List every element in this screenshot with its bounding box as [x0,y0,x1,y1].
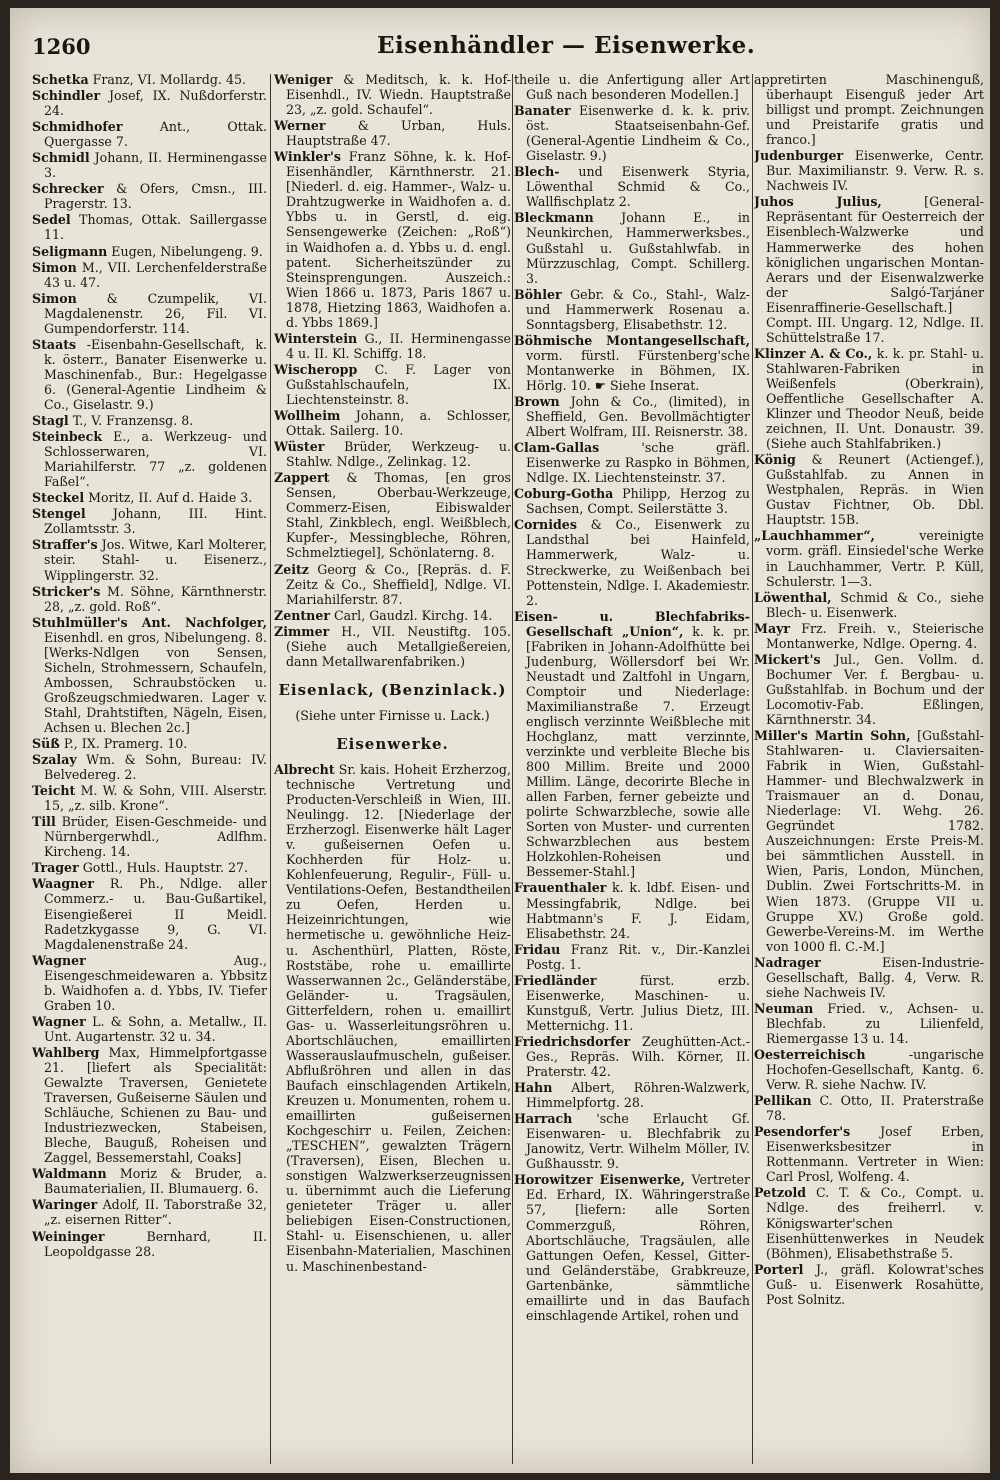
directory-entry [274,624,511,669]
column-4 [754,72,984,1467]
entry-text: T., V. Franzensg. 8. [72,413,194,429]
directory-entry [754,72,984,147]
entry-text: Wm. & Sohn, Bureau: IV. Belvedereg. 2. [44,752,267,783]
directory-entry [754,346,984,451]
directory-entry [754,194,984,344]
entry-name: Staats [32,336,77,352]
column-divider [752,74,753,1464]
entry-name: Szalay [32,752,77,768]
directory-entry [514,609,750,880]
directory-entry [32,291,267,336]
entry-name: Wüster [274,439,325,455]
section-title-eisenlack: Eisenlack, (Benzinlack.) [278,680,507,699]
directory-entry [514,164,750,209]
entry-text: Max, Himmelpfortgasse 21. [liefert als Specialität: Gewalzte Traversen, Genietete Traversen, Gußeiserne Säulen und Schläuche, Schienen zu Bau- und Industriezwecken, Stabeisen, Bleche, Bauguß, Roheisen und Zaggel, Bessemerstahl, Coaks] [44,1044,267,1166]
entry-name: Trager [32,860,79,876]
entry-name: Neuman [754,1000,814,1016]
directory-entry [514,72,750,102]
directory-entry [754,590,984,620]
column-2-entries [274,72,511,669]
entry-text: Johann E., in Neunkirchen, Hammerwerksbes., Gußstahl u. Gußstahlwfab. in Mürzzuschlag, Compt. Schillerg. 3. [526,210,750,286]
entry-text: Philipp, Herzog zu Sachsen, Compt. Seilerstätte 3. [526,486,750,517]
entry-name: Steckel [32,490,85,506]
directory-entry [754,728,984,954]
directory-entry [32,244,267,259]
entry-text: & Czumpelik, VI. Magdalenenstr. 26, Fil. VI. Gumpendorferstr. 114. [44,290,267,336]
entry-text: & Reunert (Actiengef.), Gußstahlfab. zu Annen in Westphalen, Repräs. in Wien Gustav Fichtner, Ob. Dbl. Hauptstr. 15B. [766,452,984,528]
entry-text: H., VII. Neustiftg. 105. (Siehe auch Metallgießereien, dann Metallwarenfabriken.) [286,623,511,669]
entry-name: Straffer's [32,537,98,553]
directory-entry [514,333,750,393]
entry-name: Till [32,814,56,830]
entry-text: Carl, Gaudzl. Kirchg. 14. [334,607,493,623]
entry-name: Banater [514,103,571,119]
directory-entry [274,608,511,623]
entry-name: Wischeropp [274,361,358,377]
directory-entry [32,181,267,211]
entry-text: vereinigte vorm. gräfl. Einsiedel'sche Werke in Lauchhammer, Vertr. P. Küll, Schulerstr. 1—3. [766,528,984,589]
directory-entry [754,621,984,651]
entry-text: Schmid & Co., siehe Blech- u. Eisenwerk. [766,589,984,620]
entry-name: Waringer [32,1197,98,1213]
entry-text: Thomas, Ottak. Saillergasse 11. [44,212,267,243]
entry-name: Cornides [514,517,577,533]
entry-text: C. F. Lager von Gußstahlschaufeln, IX. Liechtensteinstr. 8. [286,361,511,407]
entry-text: E., a. Werkzeug- und Schlosserwaren, VI. Mariahilferstr. 77 „z. goldenen Faßel“. [44,429,267,490]
directory-entry [32,212,267,242]
entry-text: Josef Erben, Eisenwerksbesitzer in Rottenmann. Vertreter in Wien: Carl Prosl, Wolfeng. 4. [766,1124,984,1185]
directory-entry [514,287,750,332]
entry-text: 'sche gräfl. Eisenwerke zu Raspko in Böhmen, Ndlge. IX. Liechtensteinstr. 37. [526,440,750,486]
entry-text: Johann, a. Schlosser, Ottak. Sailerg. 10. [286,408,511,439]
entry-name: Stricker's [32,583,101,599]
entry-name: Mickert's [754,651,821,667]
entry-name: Wagner [32,952,86,968]
entry-name: Petzold [754,1185,807,1201]
entry-text: Eisen-Industrie-Gesellschaft, Ballg. 4, Verw. R. siehe Nachweis IV. [766,954,984,1000]
entry-text: Aug., Eisengeschmeidewaren a. Ybbsitz b. Waidhofen a. d. Ybbs, IV. Tiefer Graben 10. [44,952,267,1013]
entry-text: Jul., Gen. Vollm. d. Bochumer Ver. f. Bergbau- u. Gußstahlfab. in Bochum und der Locomotiv-Fab. Eßlingen, Kärnthnerstr. 34. [766,651,984,727]
entry-name: Teicht [32,783,76,799]
entry-text: Gebr. & Co., Stahl-, Walz- und Hammerwerk Rosenau a. Sonntagsberg, Elisabethstr. 12. [526,286,750,332]
column-2 [274,72,511,1467]
entry-name: Friedländer [514,972,597,988]
entry-text: Georg & Co., [Repräs. d. F. Zeitz & Co., Sheffield], Ndlge. VI. Mariahilferstr. 87. [286,561,511,607]
directory-entry [514,517,750,607]
directory-page [10,8,990,1473]
entry-name: Zeitz [274,561,309,577]
entry-text: k. k. pr. [Fabriken in Johann-Adolfhütte bei Judenburg, Wöllersdorf bei Wr. Neustadt und Zaltfohl in Ungarn, Comptoir und Niederlage: Maximilianstraße 7. Erzeugt englisch verzinnte Weißbleche mit Hochglanz, matt verzinnte, verzinkte und verbleite Bleche bis 800 Millim. Breite und 2000 Millim. Länge, decorirte Bleche in allen Farben, ferner gebeizte und polirte Schwarzbleche, sowie alle Sorten von Muster- und currenten Schwarzblechen aus bestem Holzkohlen-Roheisen und Bessemer-Stahl.] [526,623,750,880]
directory-entry [32,88,267,118]
directory-entry [754,1124,984,1184]
entry-text: & Ofers, Cmsn., III. Pragerstr. 13. [44,181,267,212]
entry-text: appretirten Maschinenguß, überhaupt Eisenguß jeder Art billigst und prompt. Zeichnungen und Preistarife gratis und franco.] [754,72,984,148]
entry-name: Seligmann [32,243,108,259]
entry-name: Bleckmann [514,210,594,226]
entry-name: Winterstein [274,330,358,346]
entry-name: Zimmer [274,623,330,639]
entry-name: Böhler [514,286,562,302]
entry-text: Vertreter Ed. Erhard, IX. Währingerstraße 57, [liefern: alle Sorten Commerzguß, Röhren, Abortschläuche, Tragsäulen, alle Gattungen Oefen, Kessel, Gitter- und Geländerstäbe, Grabkreuze, Gartenbänke, sämmtliche emaillirte und in das Baufach einschlagende Artikel, rohen und [526,1172,750,1323]
entry-name: „Lauchhammer“, [754,528,875,544]
entry-text: M., VII. Lerchenfelderstraße 43 u. 47. [44,259,267,290]
entry-text: J., gräfl. Kolowrat'sches Guß- u. Eisenwerk Rosahütte, Post Solnitz. [766,1261,984,1307]
entry-name: Harrach [514,1111,573,1127]
column-3 [514,72,750,1467]
entry-text: vorm. fürstl. Fürstenberg'sche Montanwerke in Böhmen, IX. Hörlg. 10. ☛ Siehe Inserat. [526,347,750,393]
page-number: 1260 [32,34,91,59]
entry-name: Porterl [754,1261,804,1277]
directory-entry [32,72,267,87]
directory-entry [32,1045,267,1165]
entry-text: Frz. Freih. v., Steierische Montanwerke, Ndlge. Operng. 4. [766,620,984,651]
directory-entry [274,470,511,560]
entry-name: Pesendorfer's [754,1124,851,1140]
entry-text: Albert, Röhren-Walzwerk, Himmelpfortg. 28. [526,1080,750,1111]
directory-entry [514,1111,750,1171]
entry-name: Waldmann [32,1166,107,1182]
entry-text: [General-Repräsentant für Oesterreich der Eisenblech-Walzwerke und Hammerwerke des hohen königlichen ungarischen Montan-Aerars und der Eisenwalzwerke der Salgó-Tarjáner Eisenraffinerie-Gesellschaft.] Compt. III. Ungarg. 12, Ndlge. II. Schüttelstraße 17. [766,194,984,345]
directory-entry [32,615,267,735]
column-divider [512,74,513,1464]
entry-text: Eisenwerke d. k. k. priv. öst. Staatseisenbahn-Gef. (General-Agentie Lindheim & Co., Giselastr. 9.) [526,103,750,164]
entry-name: Schindler [32,88,101,104]
entry-name: Brown [514,393,560,409]
entry-text: und Eisenwerk Styria, Löwenthal Schmid & Co., Wallfischplatz 2. [526,164,750,210]
entry-name: Frauenthaler [514,880,607,896]
directory-entry [274,149,511,330]
entry-text: M. W. & Sohn, VIII. Alserstr. 15, „z. silb. Krone“. [44,783,267,814]
directory-entry [514,973,750,1033]
directory-entry [32,876,267,951]
section-note-eisenlack: (Siehe unter Firnisse u. Lack.) [295,707,490,723]
directory-entry [32,260,267,290]
directory-entry [514,440,750,485]
directory-entry [274,72,511,117]
entry-name: Waagner [32,876,94,892]
directory-entry [274,762,511,1274]
directory-entry [32,953,267,1013]
entry-text: -ungarische Hochofen-Gesellschaft, Kantg. 6. Verw. R. siehe Nachw. IV. [766,1047,984,1093]
directory-entry [514,1034,750,1079]
entry-text: Eisenhdl. en gros, Nibelungeng. 8. [Werks-Ndlgen von Sensen, Sicheln, Strohmessern, Schaufeln, Ambossen, Schraubstöcken u. Großzeugschmiedwaren. Lager v. Stahl, Drahtstiften, Nägeln, Eisen, Achsen u. Blechen 2c.] [44,629,267,735]
entry-text: Gottl., Huls. Hauptstr. 27. [82,860,249,876]
entry-name: Winkler's [274,149,341,165]
entry-text: Moritz, II. Auf d. Haide 3. [88,490,253,506]
column-1 [32,72,267,1467]
entry-name: Klinzer A. & Co., [754,345,873,361]
directory-entry [754,955,984,1000]
directory-entry [32,119,267,149]
directory-entry [32,506,267,536]
directory-entry [754,652,984,727]
entry-name: Juhos Julius, [754,194,882,210]
directory-entry [32,1014,267,1044]
directory-entry [32,413,267,428]
entry-name: Clam-Gallas [514,440,600,456]
entry-text: Franz Söhne, k. k. Hof-Eisenhändler, Kärnthnerstr. 21. [Niederl. d. eig. Hammer-, Walz- u. Drahtzugwerke in Waidhofen a. d. Ybbs u. in Gerstl, d. eig. Sensengewerke (Zeichen: „Roß“) in Waidhofen a. d. Ybbs u. d. engl. patent. Sicherheitszünder zu Steinsprengungen. Auszeich.: Wien 1866 u. 1873, Paris 1867 u. 1878, Hietzing 1863, Waidhofen a. d. Ybbs 1869.] [286,149,511,330]
entry-text: Zeughütten-Act.-Ges., Repräs. Wilh. Körner, II. Praterstr. 42. [526,1033,750,1080]
entry-text: fürst. erzb. Eisenwerke, Maschinen- u. Kunstguß, Vertr. Julius Dietz, III. Metternichg. 11. [526,972,750,1033]
entry-text: C. Otto, II. Praterstraße 78. [766,1093,984,1124]
directory-entry [754,1093,984,1123]
directory-entry [514,1080,750,1110]
entry-text: Josef, IX. Nußdorferstr. 24. [44,88,267,119]
entry-name: Süß [32,736,60,752]
entry-text: L. & Sohn, a. Metallw., II. Unt. Augartenstr. 32 u. 34. [44,1013,267,1044]
directory-entry [274,118,511,148]
entry-name: Simon [32,290,77,306]
directory-entry [514,880,750,940]
entry-text: & Meditsch, k. k. Hof-Eisenhdl., IV. Wiedn. Hauptstraße 23, „z. gold. Schaufel“. [286,72,511,118]
entry-text: C. T. & Co., Compt. u. Ndlge. des freiherrl. v. Königswarter'schen Eisenhüttenwerkes in Neudek (Böhmen), Elisabethstraße 5. [766,1185,984,1261]
entry-name: Albrecht [274,761,335,777]
directory-entry [274,439,511,469]
entry-name: Oesterreichisch [754,1047,866,1062]
directory-entry [32,1229,267,1259]
entry-name: Miller's Martin Sohn, [754,728,911,744]
entry-name: Simon [32,259,77,275]
entry-text: theile u. die Anfertigung aller Art Guß nach besonderen Modellen.] [514,72,750,103]
entry-text: k. k. pr. Stahl- u. Stahlwaren-Fabriken in Weißenfels (Oberkrain), Oeffentliche Gesellschafter A. Klinzer und Theodor Neuß, beide zeichnen, II. Unt. Donaustr. 39. (Siehe auch Stahlfabriken.) [766,345,984,452]
entry-text: Fried. v., Achsen- u. Blechfab. zu Lilienfeld, Riemergasse 13 u. 14. [766,1000,984,1046]
directory-entry [754,1047,984,1092]
entry-text: M. Söhne, Kärnthnerstr. 28, „z. gold. Roß“. [44,583,267,614]
directory-entry [32,337,267,412]
entry-name: Stuhlmüller's Ant. Nachfolger, [32,614,267,630]
directory-entry [32,860,267,875]
entry-text: John & Co., (limited), in Sheffield, Gen. Bevollmächtigter Albert Wolfram, III. Reisnerstr. 38. [526,393,750,440]
entry-name: Friedrichsdorfer [514,1033,631,1049]
entry-name: Wollheim [274,408,341,424]
directory-entry [274,362,511,407]
directory-entry [754,1001,984,1046]
entry-name: Zentner [274,607,330,623]
entry-name: Weniger [274,72,333,87]
directory-entry [32,537,267,582]
entry-name: Schetka [32,72,89,87]
directory-entry [754,148,984,193]
entry-text: Adolf, II. Taborstraße 32, „z. eisernen Ritter“. [44,1197,267,1228]
entry-name: Werner [274,118,326,134]
entry-name: Eisen- u. Blechfabriks-Gesellschaft „Union“, [514,608,750,639]
entry-text: [Gußstahl-Stahlwaren- u. Claviersaiten-Fabrik in Wien, Gußstahl-Hammer- und Blechwalzwerk in Traismauer an d. Donau, Niederlage: VI. Wehg. 26. Gegründet 1782. Auszeichnungen: Erste Preis-M. bei sämmtlichen Ausstell. in Wien, Paris, London, München, Dublin. Zwei Fortschritts-M. in Wien 1873. (Gruppe VII u. Gruppe XV.) Große gold. Gewerbe-Vereins-M. im Werthe von 1000 fl. C.-M.] [766,728,984,954]
directory-entry [32,150,267,180]
entry-name: Zappert [274,470,330,486]
entry-text: Brüder, Eisen-Geschmeide- und Nürnbergerwhdl., Adlfhm. Kircheng. 14. [44,814,267,860]
entry-text: Franz Rit. v., Dir.-Kanzlei Postg. 1. [526,941,750,972]
entry-text: Brüder, Werkzeug- u. Stahlw. Ndlge., Zelinkag. 12. [286,439,511,470]
entry-text: R. Ph., Ndlge. aller Commerz.- u. Bau-Gußartikel, Eisengießerei II Meidl. Radetzkygasse 9, G. VI. Magdalenenstraße 24. [44,876,267,952]
entry-text: G., II. Herminengasse 4 u. II. Kl. Schiffg. 18. [286,330,511,361]
entry-text: Jos. Witwe, Karl Molterer, steir. Stahl- u. Eisenerz., Wipplingerstr. 32. [44,537,267,583]
directory-entry [514,942,750,972]
directory-entry [32,1197,267,1227]
entry-text: & Urban, Huls. Hauptstraße 47. [286,118,511,149]
section-title-eisenwerke: Eisenwerke. [336,734,449,753]
entry-name: Böhmische Montangesellschaft, [514,332,750,348]
entry-name: Sedel [32,212,71,228]
entry-text: -Eisenbahn-Gesellschaft, k. k. österr., Banater Eisenwerke u. Maschinenfab., Bur.: Hegelgasse 6. (General-Agentie Lindheim & Co., Giselastr. 9.) [44,336,267,412]
directory-entry [32,429,267,489]
entry-name: Stagl [32,413,69,429]
entry-text: Sr. kais. Hoheit Erzherzog, technische Vertretung und Producten-Verschleiß in Wien, III. Neulingg. 12. [Niederlage der Erzherzogl. Eisenwerke hält Lager v. gußeisernen Oefen u. Kochherden für Holz- u. Kohlenfeuerung, Regulir-, Füll- u. Ventilations-Oefen, Bestandtheilen zu Oefen, Herden u. Heizeinrichtungen, wie hermetische u. gewöhnliche Heiz- u. Aschenthürl, Platten, Röste, Roststäbe, rohe u. emaillirte Wasserwannen 2c., Geländerstäbe, Geländer- u. Tragsäulen, Gitterfeldern, rohen u. emaillirt Gas- u. Wasserleitungsröhren u. Abortschläuchen, emaillirten Wasserauslaufmuscheln, gußeiser. Abflußröhren und allen in das Baufach einschlagenden Artikeln, Kreuzen u. Monumenten, rohem u. emaillirten gußeisernen Kochgeschirr u. Feilen, Zeichen: „TESCHEN“, gewalzten Trägern (Traversen), Eisen, Blechen u. sonstigen Walzwerkserzeugnissen u. übernimmt auch die Lieferung genieteter Träger u. aller beliebigen Eisen-Constructionen, Stahl- u. Eisenschienen, u. aller Eisenbahn-Materialien, Maschinen u. Maschinenbestand- [286,761,511,1274]
entry-text: 'sche Erlaucht Gf. Eisenwaren- u. Blechfabrik zu Janowitz, Vertr. Wilhelm Möller, IV. Gußhausstr. 9. [526,1111,750,1172]
entry-text: & Co., Eisenwerk zu Landsthal bei Hainfeld, Hammerwerk, Walz- u. Streckwerke, zu Weißenbach bei Pottenstein, Ndlge. I. Akademiestr. 2. [526,517,750,608]
entry-name: Schrecker [32,181,104,197]
entry-text: k. k. ldbf. Eisen- und Messingfabrik, Ndlge. bei Habtmann's F. J. Eidam, Elisabethstr. 24. [526,880,750,941]
directory-entry [32,783,267,813]
directory-entry [754,452,984,527]
entry-text: Ant., Ottak. Quergasse 7. [44,119,267,150]
directory-entry [514,103,750,163]
entry-name: König [754,452,796,468]
entry-name: Coburg-Gotha [514,486,614,502]
entry-text: P., IX. Pramerg. 10. [63,736,188,752]
entry-text: Johann, III. Hint. Zollamtsstr. 3. [44,506,267,537]
entry-name: Judenburger [754,148,844,164]
entry-name: Schmidhofer [32,119,123,135]
directory-entry [754,528,984,588]
entry-text: Eisenwerke, Centr. Bur. Maximilianstr. 9. Verw. R. s. Nachweis IV. [766,148,984,194]
entry-text: & Thomas, [en gros Sensen, Oberbau-Werkzeuge, Commerz-Eisen, Eibiswalder Stahl, Zinkblech, engl. Weißblech, Kupfer-, Messingbleche, Röhren, Schmelztiegel], Schönlaterng. 8. [286,470,511,561]
directory-entry [32,584,267,614]
entry-text: Franz, VI. Mollardg. 45. [92,72,246,87]
entry-name: Wahlberg [32,1044,100,1060]
page-header [32,32,962,66]
directory-entry [32,752,267,782]
directory-entry [754,1185,984,1260]
entry-name: Blech- [514,164,560,180]
entry-text: Moriz & Bruder, a. Baumaterialien, II. Blumauerg. 6. [44,1166,267,1197]
directory-entry [754,1262,984,1307]
entry-text: Eugen, Nibelungeng. 9. [111,243,263,259]
directory-entry [32,1166,267,1196]
entry-name: Horowitzer Eisenwerke, [514,1172,685,1188]
directory-entry [514,210,750,285]
directory-entry [32,736,267,751]
entry-text: Bernhard, II. Leopoldgasse 28. [44,1228,267,1259]
entry-name: Wagner [32,1013,86,1029]
entry-name: Stengel [32,506,86,522]
entry-name: Löwenthal, [754,589,832,605]
entry-name: Nadrager [754,954,821,970]
entry-name: Schmidl [32,150,90,166]
column-2-entries-2 [274,762,511,1274]
column-divider [270,74,271,1464]
directory-entry [514,394,750,439]
directory-entry [274,562,511,607]
entry-name: Fridau [514,941,561,957]
entry-name: Steinbeck [32,429,103,445]
entry-name: Mayr [754,620,791,636]
directory-entry [514,486,750,516]
entry-text: Johann, II. Herminengasse 3. [44,150,267,181]
directory-entry [32,490,267,505]
directory-entry [274,331,511,361]
entry-name: Pellikan [754,1093,812,1109]
directory-entry [274,408,511,438]
directory-entry [32,814,267,859]
entry-name: Weininger [32,1228,105,1244]
entry-name: Hahn [514,1080,553,1096]
page-title: Eisenhändler — Eisenwerke. [377,32,756,59]
directory-entry [514,1172,750,1322]
